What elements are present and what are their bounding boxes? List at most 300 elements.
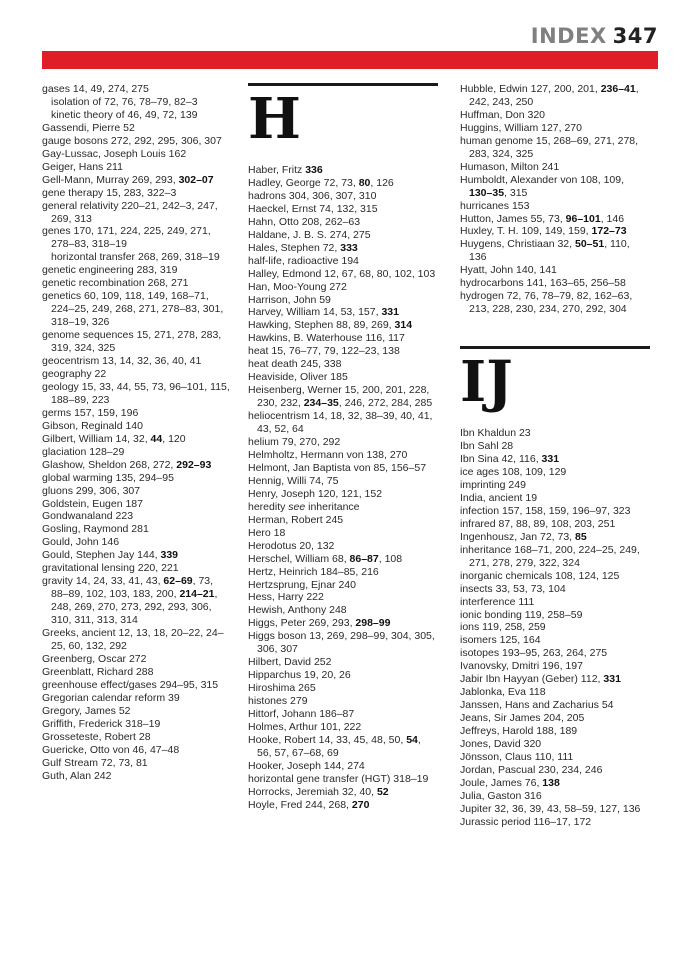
index-entry	[248, 514, 438, 527]
index-entry	[248, 216, 438, 229]
index-entry	[248, 695, 438, 708]
entry-text: Griffith, Frederick 318–19	[42, 717, 161, 730]
entry-text: Gilbert, William 14, 32,	[42, 432, 151, 445]
entry-text: Gibson, Reginald 140	[42, 419, 143, 432]
index-entry	[248, 475, 438, 488]
index-entry	[248, 229, 438, 242]
index-entry	[460, 290, 650, 316]
index-entry	[460, 531, 650, 544]
index-entry	[460, 440, 650, 453]
entry-text: Hewish, Anthony 248	[248, 604, 347, 617]
index-entry	[42, 757, 232, 770]
index-entry	[42, 627, 232, 653]
index-entry	[248, 242, 438, 255]
entry-text: Haldane, J. B. S. 274, 275	[248, 228, 371, 241]
index-entry	[42, 705, 232, 718]
entry-text: general relativity 220–21, 242–3, 247, 269, 313	[42, 199, 218, 225]
entry-text: Hilbert, David 252	[248, 656, 332, 669]
entry-text: Gondwanaland 223	[42, 510, 134, 523]
entry-text: Hawkins, B. Waterhouse 116, 117	[248, 332, 405, 345]
index-subentry	[42, 109, 232, 122]
entry-text: Ingenhousz, Jan 72, 73,	[460, 530, 576, 543]
entry-text: isolation of 72, 76, 78–79, 82–3	[51, 95, 198, 108]
index-entry	[460, 764, 650, 777]
index-entry	[42, 368, 232, 381]
index-entry	[460, 583, 650, 596]
index-entry	[42, 770, 232, 783]
index-entry	[248, 294, 438, 307]
index-entry	[460, 609, 650, 622]
index-entry	[248, 656, 438, 669]
page-ref-main: 292–93	[176, 458, 212, 471]
index-entry	[248, 553, 438, 566]
index-entry	[460, 225, 650, 238]
index-entry	[460, 122, 650, 135]
page-ref-main: 302–07	[178, 173, 214, 186]
index-word: INDEX	[530, 24, 607, 48]
index-entry	[42, 148, 232, 161]
index-entry	[42, 122, 232, 135]
entry-text: Higgs boson 13, 269, 298–99, 304, 305, 306, 307	[248, 630, 435, 656]
section-heading-h	[248, 83, 438, 150]
entry-text: Humason, Milton 241	[460, 160, 560, 173]
entry-text: hydrogen 72, 76, 78–79, 82, 162–63, 213, 228, 230, 234, 270, 292, 304	[460, 290, 633, 316]
index-entry	[248, 682, 438, 695]
entry-text: Henry, Joseph 120, 121, 152	[248, 487, 383, 500]
index-entry	[248, 306, 438, 319]
entry-text: inheritance	[305, 500, 360, 513]
entry-text: Gulf Stream 72, 73, 81	[42, 756, 148, 769]
entry-text: Guth, Alan 242	[42, 769, 112, 782]
section-heading-ij	[460, 346, 650, 416]
entry-text: Harvey, William 14, 53, 157,	[248, 306, 382, 319]
entry-text: Hertzsprung, Ejnar 240	[248, 578, 356, 591]
index-entry	[42, 264, 232, 277]
index-entry	[42, 277, 232, 290]
index-entry	[42, 83, 232, 96]
entry-text: Han, Moo-Young 272	[248, 280, 347, 293]
section-letter: IJ	[460, 349, 513, 416]
entry-text: infrared 87, 88, 89, 108, 203, 251	[460, 517, 616, 530]
entry-text: genetics 60, 109, 118, 149, 168–71, 224–25, 249, 268, 271, 278–83, 301, 318–19, 326	[42, 290, 224, 329]
entry-text: Hadley, George 72, 73,	[248, 176, 359, 189]
page-ref-main: 331	[541, 453, 560, 466]
index-entry	[460, 621, 650, 634]
index-entry	[460, 135, 650, 161]
page-ref-main: 96–101	[565, 212, 601, 225]
index-entry	[248, 384, 438, 410]
index-entry	[42, 420, 232, 433]
index-entry	[460, 570, 650, 583]
index-entry	[42, 225, 232, 251]
entry-text: Hooker, Joseph 144, 274	[248, 759, 365, 772]
index-entry	[42, 161, 232, 174]
index-entry	[460, 453, 650, 466]
entry-text: Julia, Gaston 316	[460, 789, 542, 802]
index-entry	[460, 109, 650, 122]
entry-text: Hipparchus 19, 20, 26	[248, 669, 351, 682]
page-ref-main: 333	[340, 241, 358, 254]
page-ref-main: 234–35	[303, 397, 339, 410]
entry-text: imprinting 249	[460, 478, 526, 491]
entry-text: genetic engineering 283, 319	[42, 264, 178, 277]
entry-text: Helmont, Jan Baptista von 85, 156–57	[248, 461, 427, 474]
index-entry	[42, 718, 232, 731]
entry-text: Guericke, Otto von 46, 47–48	[42, 743, 180, 756]
index-entry	[42, 575, 232, 627]
index-entry	[42, 679, 232, 692]
entry-text: histones 279	[248, 695, 308, 708]
entry-text: helium 79, 270, 292	[248, 436, 341, 449]
index-entry	[248, 164, 438, 177]
entry-text: , 120	[162, 432, 186, 445]
entry-text: Hahn, Otto 208, 262–63	[248, 215, 361, 228]
entry-text: gluons 299, 306, 307	[42, 484, 141, 497]
index-entry	[248, 501, 438, 514]
page-ref-main: 130–35	[469, 186, 505, 199]
index-entry	[42, 459, 232, 472]
index-entry	[460, 790, 650, 803]
index-entry	[460, 596, 650, 609]
index-entry	[248, 617, 438, 630]
page-ref-main: 80	[358, 176, 371, 189]
index-entry	[42, 536, 232, 549]
entry-text: , 110, 136	[469, 238, 630, 264]
index-entry	[248, 281, 438, 294]
entry-text: gene therapy 15, 283, 322–3	[42, 186, 177, 199]
entry-text: Holmes, Arthur 101, 222	[248, 720, 362, 733]
entry-text: Goldstein, Eugen 187	[42, 497, 143, 510]
entry-text: Humboldt, Alexander von 108, 109,	[460, 173, 625, 186]
entry-text: , 73, 88–89, 102, 103, 183, 200,	[51, 575, 214, 601]
index-column-3	[460, 83, 650, 829]
index-entry	[460, 264, 650, 277]
entry-text: , 315	[504, 186, 528, 199]
entry-text: inorganic chemicals 108, 124, 125	[460, 569, 620, 582]
index-entry	[460, 238, 650, 264]
entry-text: Hittorf, Johann 186–87	[248, 708, 355, 721]
index-entry	[460, 816, 650, 829]
entry-text: Ibn Sahl 28	[460, 440, 514, 453]
entry-text: Huffman, Don 320	[460, 108, 546, 121]
entry-text: Haeckel, Ernst 74, 132, 315	[248, 202, 378, 215]
entry-text: genome sequences 15, 271, 278, 283, 319, 324, 325	[42, 329, 222, 355]
index-entry	[42, 407, 232, 420]
index-entry	[248, 721, 438, 734]
entry-text: Jeffreys, Harold 188, 189	[460, 725, 578, 738]
entry-text: global warming 135, 294–95	[42, 471, 174, 484]
entry-text: Higgs, Peter 269, 293,	[248, 617, 356, 630]
index-entry	[42, 187, 232, 200]
entry-text: insects 33, 53, 73, 104	[460, 582, 566, 595]
index-entry	[248, 488, 438, 501]
entry-text: Hawking, Stephen 88, 89, 269,	[248, 319, 395, 332]
index-entry	[42, 433, 232, 446]
index-entry	[248, 734, 438, 760]
page-ref-main: 339	[160, 549, 179, 562]
index-entry	[460, 427, 650, 440]
entry-text: Herschel, William 68,	[248, 552, 350, 565]
index-entry	[248, 449, 438, 462]
entry-text: , 126	[370, 176, 394, 189]
page-ref-main: 270	[351, 798, 370, 811]
index-entry	[42, 485, 232, 498]
running-head	[531, 24, 658, 48]
entry-text: Jabir Ibn Hayyan (Geber) 112,	[460, 673, 604, 686]
entry-text: , 146	[600, 212, 625, 225]
entry-text: Hoyle, Fred 244, 268,	[248, 798, 352, 811]
index-entry	[248, 410, 438, 436]
index-column-2	[248, 83, 438, 812]
entry-text: Halley, Edmond 12, 67, 68, 80, 102, 103	[248, 267, 436, 280]
index-entry	[248, 358, 438, 371]
entry-text: inheritance 168–71, 200, 224–25, 249, 271, 278, 279, 322, 324	[460, 543, 640, 569]
entry-text: India, ancient 19	[460, 491, 538, 504]
entry-text: Hutton, James 55, 73,	[460, 212, 566, 225]
index-entry	[460, 673, 650, 686]
index-entry	[460, 479, 650, 492]
entry-text: , 56, 57, 67–68, 69	[257, 733, 421, 759]
index-entry	[248, 760, 438, 773]
entry-text: Jupiter 32, 36, 39, 43, 58–59, 127, 136	[460, 802, 641, 815]
index-entry	[248, 436, 438, 449]
entry-text: Helmholtz, Hermann von 138, 270	[248, 448, 408, 461]
entry-text: Hubble, Edwin 127, 200, 201,	[460, 83, 601, 95]
index-entry	[248, 177, 438, 190]
index-entry	[460, 712, 650, 725]
index-entry	[460, 660, 650, 673]
index-entry	[460, 725, 650, 738]
index-entry	[42, 472, 232, 485]
index-entry	[460, 777, 650, 790]
index-entry	[248, 669, 438, 682]
page-ref-main: 62–69	[163, 575, 193, 588]
index-entry	[460, 518, 650, 531]
index-entry	[248, 255, 438, 268]
entry-text: Ibn Khaldun 23	[460, 427, 531, 440]
index-entry	[460, 213, 650, 226]
index-entry	[42, 498, 232, 511]
entry-text: isomers 125, 164	[460, 634, 541, 647]
index-entry	[248, 319, 438, 332]
page-ref-main: 50–51	[574, 238, 605, 251]
index-entry	[42, 666, 232, 679]
entry-text: Gassendi, Pierre 52	[42, 121, 135, 134]
entry-text: isotopes 193–95, 263, 264, 275	[460, 647, 608, 660]
entry-text: interference 111	[460, 595, 535, 608]
entry-text: horizontal gene transfer (HGT) 318–19	[248, 772, 429, 785]
entry-text: Hyatt, John 140, 141	[460, 264, 557, 277]
entry-text: Gell-Mann, Murray 269, 293,	[42, 173, 179, 186]
entry-text: Ivanovsky, Dmitri 196, 197	[460, 660, 583, 673]
index-entry	[460, 277, 650, 290]
entry-text: Greeks, ancient 12, 13, 18, 20–22, 24–25, 60, 132, 292	[42, 627, 224, 652]
index-entry	[42, 562, 232, 575]
index-entry	[248, 527, 438, 540]
index-entry	[42, 446, 232, 459]
page-ref-main: 236–41	[600, 83, 636, 95]
entry-text: Jones, David 320	[460, 738, 542, 751]
index-entry	[248, 773, 438, 786]
index-entry	[248, 332, 438, 345]
page-ref-main: 44	[150, 432, 163, 445]
index-entry	[42, 549, 232, 562]
entry-text: Jablonka, Eva 118	[460, 686, 546, 699]
entry-text: Hooke, Robert 14, 33, 45, 48, 50,	[248, 733, 407, 746]
entry-text: infection 157, 158, 159, 196–97, 323	[460, 504, 631, 517]
entry-text: Jurassic period 116–17, 172	[460, 815, 592, 828]
index-entry	[460, 83, 650, 109]
entry-text: Gay-Lussac, Joseph Louis 162	[42, 147, 187, 160]
index-entry	[248, 630, 438, 656]
entry-text: Greenberg, Oscar 272	[42, 652, 147, 665]
entry-text: genetic recombination 268, 271	[42, 277, 189, 290]
index-entry	[460, 174, 650, 200]
entry-text: Grosseteste, Robert 28	[42, 730, 151, 743]
index-entry	[42, 523, 232, 536]
entry-text: hydrocarbons 141, 163–65, 256–58	[460, 277, 626, 290]
index-entry	[248, 786, 438, 799]
entry-text: Gosling, Raymond 281	[42, 523, 149, 536]
index-entry	[42, 329, 232, 355]
entry-text: Gregory, James 52	[42, 704, 131, 717]
index-entry	[248, 540, 438, 553]
entry-text: Hiroshima 265	[248, 682, 316, 695]
entry-text: Ibn Sina 42, 116,	[460, 453, 542, 466]
index-entry	[460, 634, 650, 647]
page-ref-main: 298–99	[355, 617, 391, 630]
index-entry	[42, 290, 232, 329]
index-entry	[248, 190, 438, 203]
index-entry	[42, 135, 232, 148]
entry-text: hadrons 304, 306, 307, 310	[248, 189, 377, 202]
index-entry	[248, 345, 438, 358]
index-entry	[248, 708, 438, 721]
index-entry	[460, 699, 650, 712]
index-column-1	[42, 83, 232, 782]
index-entry	[460, 200, 650, 213]
index-entry	[248, 579, 438, 592]
index-entry	[42, 744, 232, 757]
entry-text: , 108	[378, 552, 403, 565]
entry-text: gravitational lensing 220, 221	[42, 562, 179, 575]
entry-text: gases 14, 49, 274, 275	[42, 83, 149, 95]
index-entry	[460, 161, 650, 174]
index-entry	[248, 371, 438, 384]
index-subentry	[42, 251, 232, 264]
page-ref-main: 54	[406, 733, 418, 746]
index-entry	[460, 738, 650, 751]
entry-text: Herodotus 20, 132	[248, 539, 335, 552]
entry-text: Gould, John 146	[42, 536, 120, 549]
entry-text: Hess, Harry 222	[248, 591, 324, 604]
entry-text: human genome 15, 268–69, 271, 278, 283, 324, 325	[460, 134, 639, 160]
entry-text: geocentrism 13, 14, 32, 36, 40, 41	[42, 355, 202, 368]
entry-text: Heaviside, Oliver 185	[248, 371, 348, 384]
section-letter: H	[248, 86, 301, 152]
entry-text: Haber, Fritz	[248, 164, 306, 176]
index-entry	[460, 492, 650, 505]
index-entry	[248, 566, 438, 579]
entry-text: Greenblatt, Richard 288	[42, 665, 154, 678]
entry-text: half-life, radioactive 194	[248, 254, 359, 267]
entry-text: Joule, James 76,	[460, 776, 543, 789]
entry-text: Harrison, John 59	[248, 293, 331, 306]
cross-ref: see	[288, 500, 306, 513]
index-subentry	[42, 96, 232, 109]
index-entry	[248, 462, 438, 475]
entry-text: Jeans, Sir James 204, 205	[460, 712, 585, 725]
entry-text: Herman, Robert 245	[248, 513, 344, 526]
entry-text: gravity 14, 24, 33, 41, 43,	[42, 575, 164, 588]
index-entry	[248, 591, 438, 604]
entry-text: , 246, 272, 284, 285	[338, 397, 433, 410]
entry-text: Gregorian calendar reform 39	[42, 691, 180, 704]
entry-text: Huxley, T. H. 109, 149, 159,	[460, 225, 592, 238]
entry-text: Geiger, Hans 211	[42, 160, 123, 173]
entry-text: Gould, Stephen Jay 144,	[42, 549, 161, 562]
entry-text: ionic bonding 119, 258–59	[460, 608, 583, 621]
entry-text: Glashow, Sheldon 268, 272,	[42, 458, 177, 471]
entry-text: Hertz, Heinrich 184–85, 216	[248, 565, 379, 578]
entry-text: Huggins, William 127, 270	[460, 121, 582, 134]
entry-text: Heisenberg, Werner 15, 200, 201, 228, 230, 232,	[248, 384, 430, 410]
entry-text: , 242, 243, 250	[469, 83, 639, 108]
entry-text: horizontal transfer 268, 269, 318–19	[51, 251, 220, 264]
entry-text: gauge bosons 272, 292, 295, 306, 307	[42, 134, 222, 147]
red-header-band	[42, 51, 658, 69]
index-entry	[460, 803, 650, 816]
index-entry	[42, 174, 232, 187]
entry-text: hurricanes 153	[460, 199, 530, 212]
index-entry	[42, 653, 232, 666]
entry-text: Jönsson, Claus 110, 111	[460, 750, 574, 763]
page-ref-main: 314	[394, 319, 413, 332]
index-entry	[460, 544, 650, 570]
entry-text: Hero 18	[248, 526, 286, 539]
entry-text: kinetic theory of 46, 49, 72, 139	[51, 108, 198, 121]
entry-text: Huygens, Christiaan 32,	[460, 238, 575, 251]
entry-text: Horrocks, Jeremiah 32, 40,	[248, 785, 377, 798]
page-ref-main: 52	[376, 785, 389, 798]
entry-text: ice ages 108, 109, 129	[460, 466, 567, 479]
index-entry	[248, 268, 438, 281]
page-ref-main: 172–73	[591, 225, 627, 238]
entry-text: greenhouse effect/gases 294–95, 315	[42, 678, 219, 691]
index-entry	[460, 686, 650, 699]
page-number: 347	[612, 24, 658, 48]
entry-text: glaciation 128–29	[42, 445, 125, 458]
page-ref-main: 331	[603, 673, 621, 686]
index-entry	[42, 692, 232, 705]
entry-text: Jordan, Pascual 230, 234, 246	[460, 763, 603, 776]
entry-text: ions 119, 258, 259	[460, 621, 546, 634]
index-entry	[248, 203, 438, 216]
index-entry	[248, 799, 438, 812]
index-entry	[42, 731, 232, 744]
entry-text: geology 15, 33, 44, 55, 73, 96–101, 115, 188–89, 223	[42, 380, 230, 406]
entry-text: geography 22	[42, 367, 107, 380]
entry-text: Janssen, Hans and Zacharius 54	[460, 699, 614, 712]
entry-text: genes 170, 171, 224, 225, 249, 271, 278–83, 318–19	[42, 225, 211, 251]
page-ref-main: 138	[542, 776, 560, 789]
page-ref-main: 336	[305, 164, 323, 176]
entry-text: heredity	[248, 500, 289, 513]
entry-text: heat death 245, 338	[248, 358, 342, 371]
index-entry	[42, 381, 232, 407]
index-entry	[248, 604, 438, 617]
entry-text: , 248, 269, 270, 273, 292, 293, 306, 310, 311, 313, 314	[51, 588, 218, 627]
